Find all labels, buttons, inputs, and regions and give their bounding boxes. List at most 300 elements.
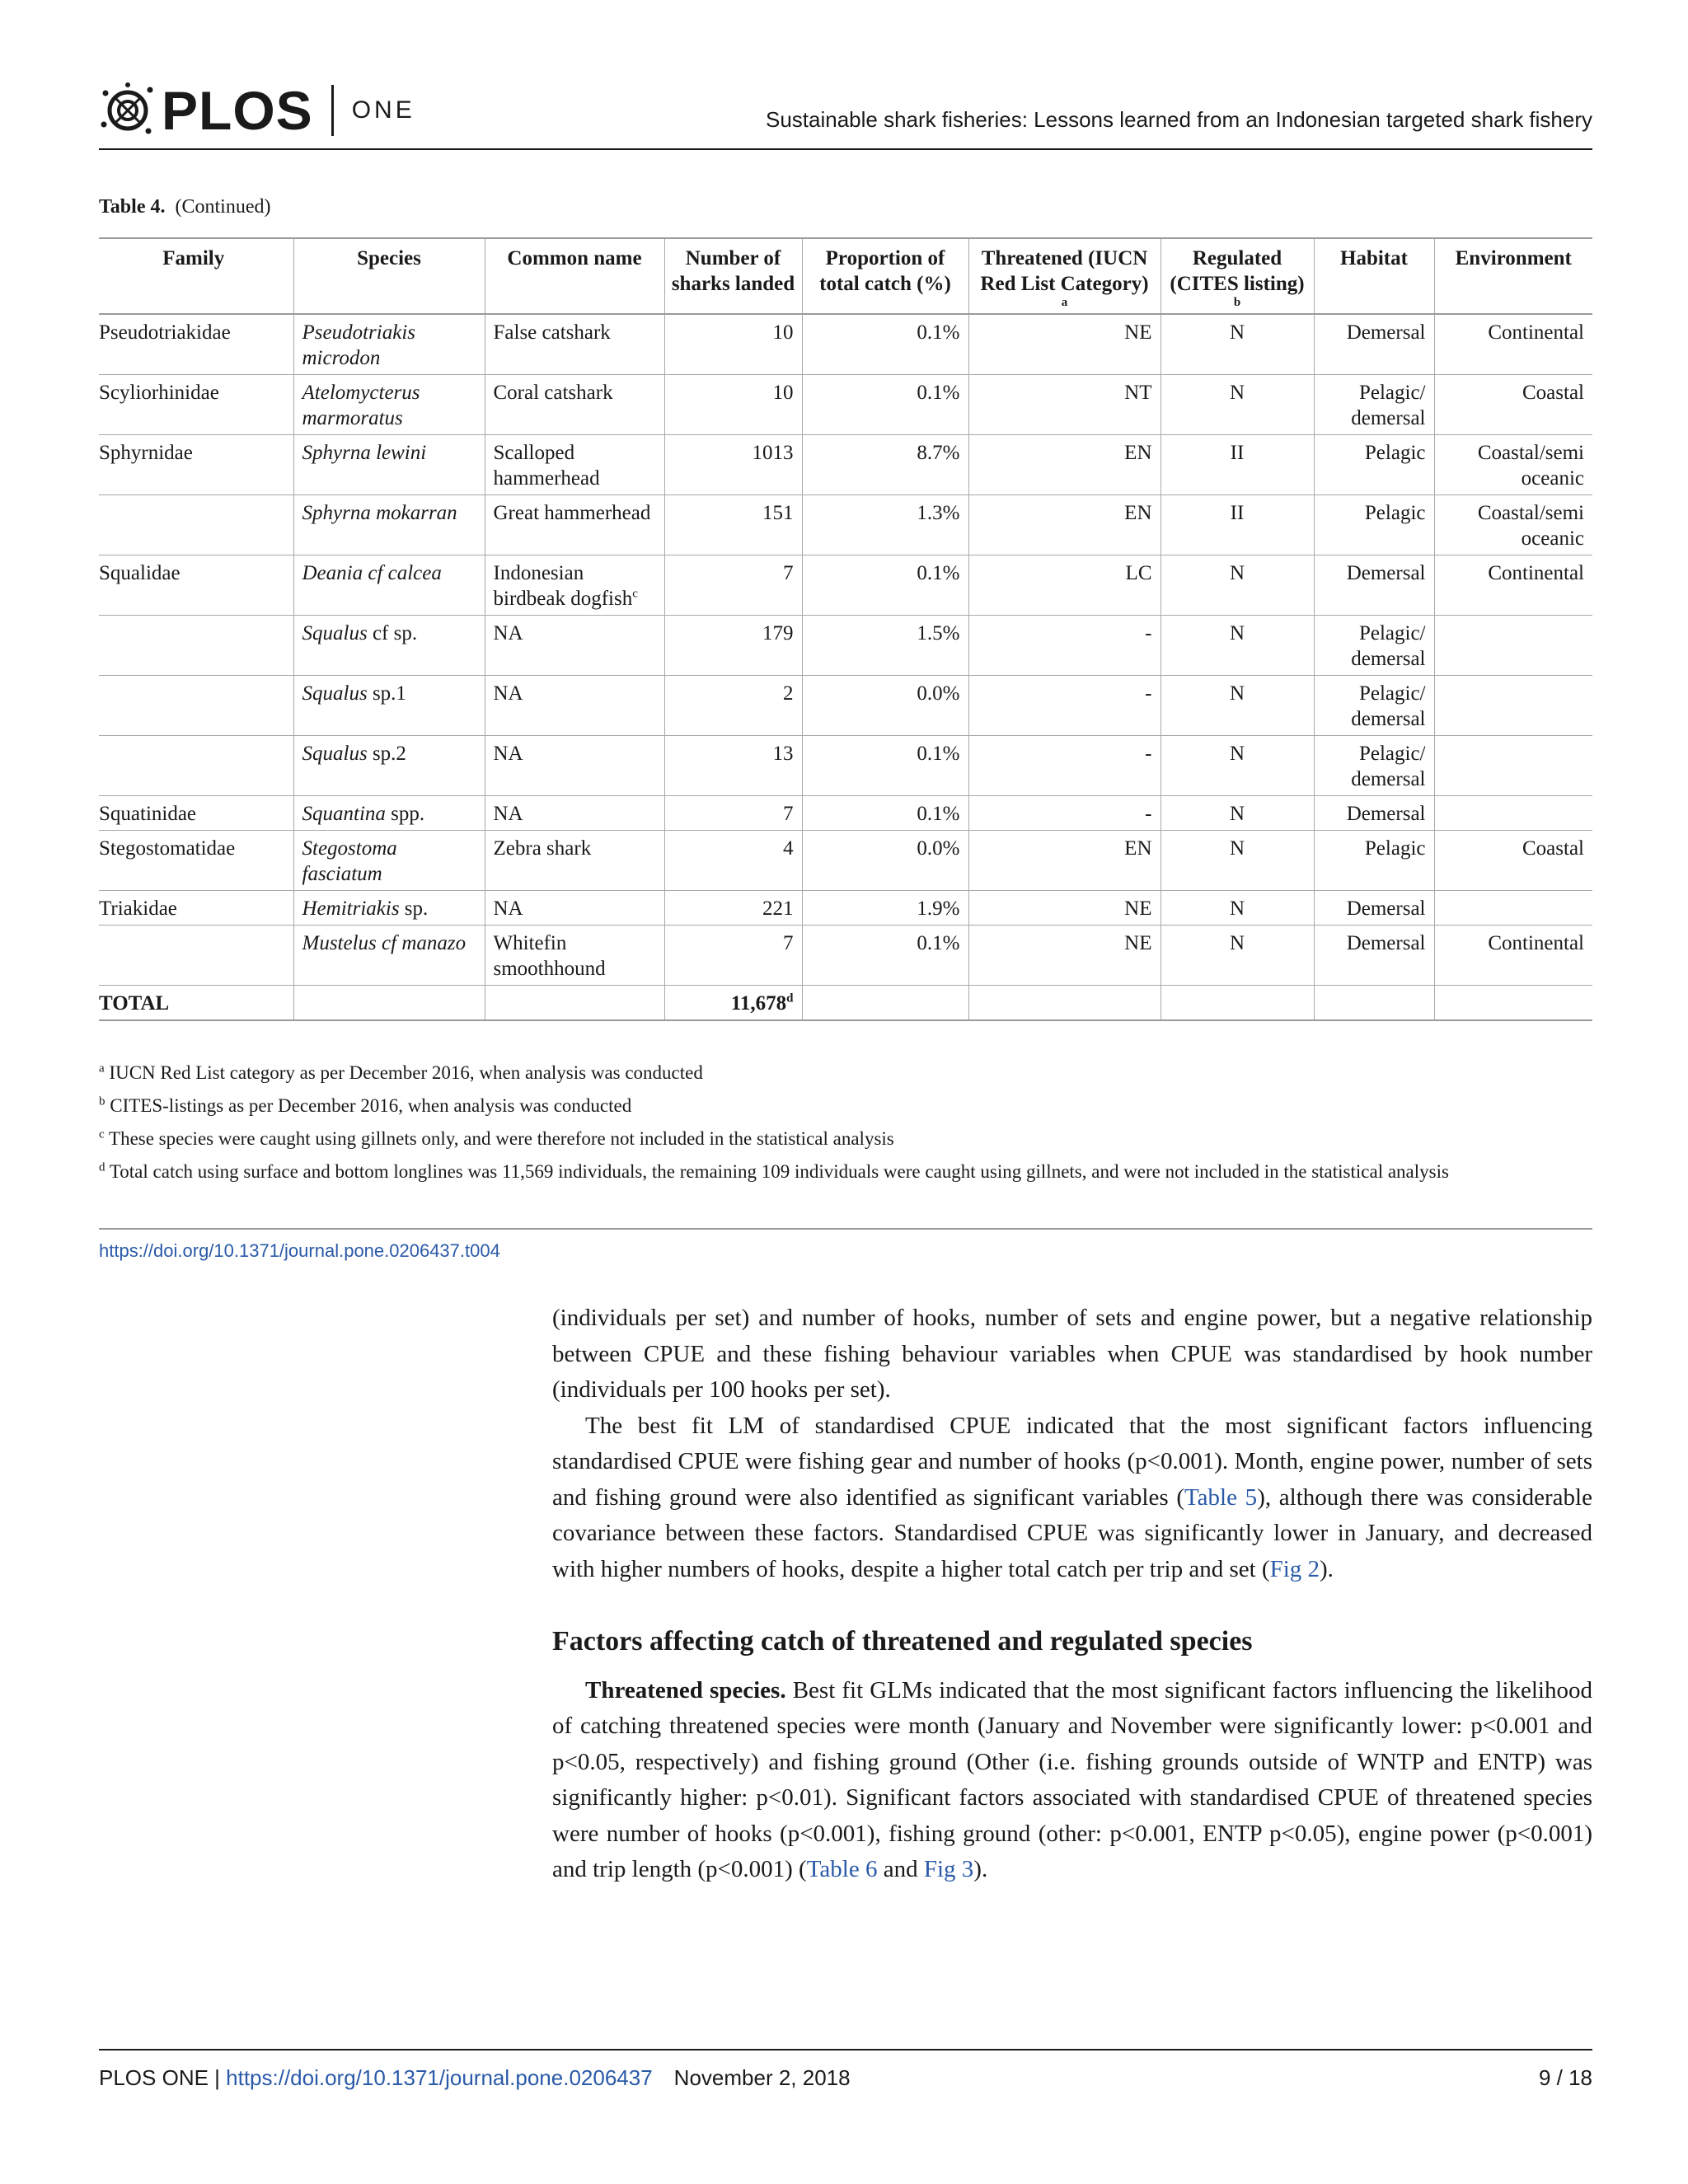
col-header-threatened-text: Threatened (IUCN Red List Category): [980, 247, 1149, 295]
habitat-text: Demersal: [1346, 932, 1426, 954]
footnote: [99, 1122, 1592, 1155]
threatened-text: -: [1145, 622, 1152, 644]
cell-habitat: [1314, 796, 1434, 831]
cell-regulated: [1160, 435, 1314, 495]
species-name: Squantina: [302, 803, 386, 825]
cell-species: [293, 495, 485, 555]
cell-environment: [1434, 495, 1592, 555]
run-in-heading: Threatened species.: [585, 1676, 786, 1704]
regulated-text: N: [1229, 562, 1245, 584]
threatened-text: LC: [1125, 562, 1152, 584]
cell-family: [99, 736, 293, 796]
cell-family: [99, 616, 293, 676]
species-name: Deania cf calcea: [302, 562, 442, 584]
habitat-text: Pelagic: [1364, 442, 1426, 464]
fig-3-link[interactable]: Fig 3: [923, 1856, 974, 1882]
cell-threatened: [968, 314, 1160, 375]
table-5-link[interactable]: Table 5: [1184, 1483, 1258, 1511]
environment-text: Coastal: [1522, 837, 1584, 860]
table-row: [99, 314, 1592, 375]
regulated-text: N: [1229, 932, 1245, 954]
common-name-text: Zebra shark: [493, 837, 592, 860]
table-continued: (Continued): [175, 196, 271, 218]
table-row: [99, 891, 1592, 926]
section-heading: Factors affecting catch of threatened and regulated species: [552, 1626, 1253, 1657]
cell-environment: [1434, 736, 1592, 796]
number-landed-text: 2: [783, 682, 794, 705]
cell-habitat: [1314, 891, 1434, 926]
cell-common-name: [485, 495, 664, 555]
cell-habitat: [1314, 616, 1434, 676]
species-suffix: sp.1: [367, 682, 406, 705]
header-rule: [99, 148, 1592, 150]
cell-environment: [1434, 926, 1592, 986]
species-suffix: spp.: [385, 803, 425, 825]
footnote: [99, 1155, 1592, 1188]
cell-regulated: [1160, 796, 1314, 831]
cell-family: [99, 796, 293, 831]
paragraph: [552, 1408, 1592, 1588]
cell-regulated: [1160, 891, 1314, 926]
cell-threatened: [968, 831, 1160, 891]
total-empty: [802, 986, 968, 1021]
footnote-text: Total catch using surface and bottom longlines was 11,569 individuals, the remaining 109 individuals were caught using gillnets, and were not included in the statistical analysis: [109, 1161, 1449, 1182]
paragraph-text: ).: [1320, 1555, 1334, 1582]
cell-family: [99, 435, 293, 495]
total-empty: [968, 986, 1160, 1021]
cell-species: [293, 891, 485, 926]
cell-threatened: [968, 926, 1160, 986]
threatened-text: NE: [1124, 932, 1152, 954]
proportion-text: 0.0%: [917, 837, 960, 860]
cell-environment: [1434, 796, 1592, 831]
cell-habitat: [1314, 831, 1434, 891]
number-landed-text: 1013: [752, 442, 794, 464]
paragraph: (individuals per set) and number of hooks, number of sets and engine power, but a negative relationship between CPUE and these fishing behaviour variables when CPUE was standardised by hook number (individuals per 100 hooks per set).: [552, 1305, 1592, 1403]
table-row: [99, 926, 1592, 986]
proportion-text: 0.1%: [917, 743, 960, 765]
footer-citation: [99, 2065, 851, 2091]
cell-species: [293, 314, 485, 375]
total-empty: [293, 986, 485, 1021]
cell-threatened: [968, 555, 1160, 616]
habitat-text: Pelagic/ demersal: [1351, 382, 1426, 429]
footer-date: November 2, 2018: [673, 2065, 851, 2090]
logo-subtitle: ONE: [351, 96, 415, 124]
table-body: [99, 314, 1592, 986]
cell-family: [99, 831, 293, 891]
cell-threatened: [968, 891, 1160, 926]
footnote-mark: a: [99, 1062, 105, 1076]
number-landed-text: 10: [772, 382, 794, 404]
total-number-cell: [664, 986, 802, 1021]
footnote-mark: d: [99, 1160, 106, 1174]
cell-proportion: [802, 314, 968, 375]
habitat-text: Pelagic: [1364, 837, 1426, 860]
proportion-text: 0.1%: [917, 803, 960, 825]
col-header-family: Family: [99, 238, 293, 314]
cell-common-name: [485, 926, 664, 986]
col-header-number-landed: Number of sharks landed: [664, 238, 802, 314]
cell-regulated: [1160, 616, 1314, 676]
number-landed-text: 7: [783, 803, 794, 825]
cell-habitat: [1314, 676, 1434, 736]
cell-number-landed: [664, 616, 802, 676]
page-number: 9 / 18: [1538, 2065, 1592, 2090]
number-landed-text: 7: [783, 932, 794, 954]
cell-threatened: [968, 736, 1160, 796]
cell-proportion: [802, 831, 968, 891]
threatened-text: EN: [1124, 442, 1152, 464]
table-row: [99, 375, 1592, 435]
regulated-text: II: [1230, 502, 1245, 524]
cell-number-landed: [664, 435, 802, 495]
cell-number-landed: [664, 375, 802, 435]
regulated-text: N: [1229, 803, 1245, 825]
proportion-text: 8.7%: [917, 442, 960, 464]
plos-logo-icon: [99, 82, 157, 139]
regulated-text: N: [1229, 743, 1245, 765]
col-header-regulated-note: b: [1233, 296, 1241, 309]
paragraph-text: ).: [973, 1856, 988, 1882]
threatened-text: NE: [1124, 321, 1152, 344]
table-caption: [99, 196, 270, 218]
running-title: Sustainable shark fisheries: Lessons learned from an Indonesian targeted shark fishery: [765, 107, 1592, 132]
cell-family: [99, 676, 293, 736]
table-row: [99, 831, 1592, 891]
environment-text: Coastal: [1522, 382, 1584, 404]
species-table: [99, 237, 1592, 1021]
cell-common-name: [485, 375, 664, 435]
proportion-text: 0.1%: [917, 321, 960, 344]
table-row: [99, 676, 1592, 736]
cell-number-landed: [664, 796, 802, 831]
habitat-text: Demersal: [1346, 803, 1426, 825]
family-text: Squatinidae: [99, 803, 197, 825]
footnote-text: IUCN Red List category as per December 2016, when analysis was conducted: [109, 1062, 703, 1083]
number-landed-text: 13: [772, 743, 794, 765]
cell-proportion: [802, 495, 968, 555]
proportion-text: 0.1%: [917, 562, 960, 584]
species-name: Sphyrna mokarran: [302, 502, 457, 524]
species-name: Stegostoma fasciatum: [302, 837, 397, 885]
footer-separator: |: [208, 2065, 227, 2090]
cell-common-name: [485, 435, 664, 495]
total-label: TOTAL: [99, 986, 293, 1021]
cell-environment: [1434, 555, 1592, 616]
species-name: Squalus: [302, 622, 368, 644]
cell-habitat: [1314, 555, 1434, 616]
cell-environment: [1434, 676, 1592, 736]
cell-family: [99, 314, 293, 375]
number-landed-text: 179: [762, 622, 794, 644]
common-name-text: Whitefin smoothhound: [493, 932, 606, 980]
cell-common-name: [485, 314, 664, 375]
common-name-text: False catshark: [493, 321, 611, 344]
cell-number-landed: [664, 891, 802, 926]
species-name: Sphyrna lewini: [302, 442, 427, 464]
footer-rule: [99, 2049, 1592, 2050]
footnote-mark: c: [99, 1127, 105, 1141]
cell-environment: [1434, 831, 1592, 891]
species-name: Squalus: [302, 743, 368, 765]
cell-species: [293, 435, 485, 495]
cell-regulated: [1160, 314, 1314, 375]
cell-species: [293, 375, 485, 435]
family-text: Pseudotriakidae: [99, 321, 231, 344]
number-landed-text: 221: [762, 898, 794, 920]
cell-regulated: [1160, 555, 1314, 616]
common-name-note: c: [632, 587, 638, 601]
family-text: Squalidae: [99, 562, 181, 584]
proportion-text: 1.5%: [917, 622, 960, 644]
logo-divider: [331, 85, 334, 136]
col-header-proportion: Proportion of total catch (%): [802, 238, 968, 314]
footnote-rule: [99, 1228, 1592, 1230]
cell-common-name: [485, 796, 664, 831]
cell-regulated: [1160, 676, 1314, 736]
total-empty: [1314, 986, 1434, 1021]
cell-habitat: [1314, 495, 1434, 555]
cell-species: [293, 926, 485, 986]
common-name-text: NA: [493, 622, 523, 644]
species-suffix: sp.: [399, 898, 429, 920]
cell-number-landed: [664, 926, 802, 986]
cell-common-name: [485, 676, 664, 736]
cell-environment: [1434, 375, 1592, 435]
common-name-text: Indonesian birdbeak dogfish: [493, 562, 633, 610]
total-note: d: [786, 991, 794, 1005]
common-name-text: Great hammerhead: [493, 502, 651, 524]
threatened-text: -: [1145, 803, 1152, 825]
footer-journal: PLOS ONE: [99, 2065, 209, 2090]
proportion-text: 0.0%: [917, 682, 960, 705]
species-name: Atelomycterus marmoratus: [302, 382, 420, 429]
cell-species: [293, 676, 485, 736]
proportion-text: 0.1%: [917, 382, 960, 404]
environment-text: Coastal/semi oceanic: [1477, 502, 1584, 550]
proportion-text: 0.1%: [917, 932, 960, 954]
species-suffix: sp.2: [367, 743, 406, 765]
habitat-text: Pelagic/ demersal: [1351, 622, 1426, 670]
threatened-text: -: [1145, 682, 1152, 705]
cell-common-name: [485, 616, 664, 676]
cell-common-name: [485, 555, 664, 616]
common-name-text: NA: [493, 682, 523, 705]
environment-text: Continental: [1488, 562, 1584, 584]
cell-family: [99, 495, 293, 555]
cell-regulated: [1160, 495, 1314, 555]
family-text: Sphyrnidae: [99, 442, 193, 464]
regulated-text: N: [1229, 622, 1245, 644]
number-landed-text: 10: [772, 321, 794, 344]
total-empty: [485, 986, 664, 1021]
footnote: [99, 1090, 1592, 1122]
logo-text: PLOS: [162, 80, 313, 141]
cell-species: [293, 555, 485, 616]
cell-number-landed: [664, 555, 802, 616]
habitat-text: Demersal: [1346, 898, 1426, 920]
table-row: [99, 495, 1592, 555]
col-header-environment: Environment: [1434, 238, 1592, 314]
species-name: Mustelus cf manazo: [302, 932, 467, 954]
paragraph-text: Best fit GLMs indicated that the most significant factors influencing the likelihood of catching threatened species were month (January and November were significantly lower: p<0.001 and p<0.05, respectively) and fishing ground (Other (i.e. fishing grounds outside of WNTP and ENTP) was significantly higher: p<0.01). Significant factors associated with standardised CPUE of threatened species were number of hooks (p<0.001), fishing ground (other: p<0.001, ENTP p<0.05), engine power (p<0.001) and trip length (p<0.001) (: [552, 1676, 1592, 1882]
table-6-link[interactable]: Table 6: [806, 1856, 878, 1882]
cell-number-landed: [664, 676, 802, 736]
col-header-threatened: [968, 238, 1160, 314]
cell-family: [99, 375, 293, 435]
proportion-text: 1.3%: [917, 502, 960, 524]
cell-number-landed: [664, 831, 802, 891]
cell-family: [99, 555, 293, 616]
paragraph: [552, 1673, 1592, 1888]
cell-regulated: [1160, 736, 1314, 796]
table-label: Table 4.: [99, 196, 166, 218]
cell-regulated: [1160, 375, 1314, 435]
environment-text: Coastal/semi oceanic: [1477, 442, 1584, 490]
species-name: Pseudotriakis microdon: [302, 321, 415, 369]
cell-habitat: [1314, 375, 1434, 435]
threatened-text: NT: [1124, 382, 1152, 404]
regulated-text: N: [1229, 321, 1245, 344]
cell-common-name: [485, 831, 664, 891]
cell-number-landed: [664, 495, 802, 555]
cell-environment: [1434, 435, 1592, 495]
regulated-text: II: [1230, 442, 1245, 464]
cell-threatened: [968, 616, 1160, 676]
cell-proportion: [802, 375, 968, 435]
number-landed-text: 7: [783, 562, 794, 584]
table-row: [99, 435, 1592, 495]
species-name: Hemitriakis: [302, 898, 400, 920]
cell-number-landed: [664, 314, 802, 375]
common-name-text: NA: [493, 803, 523, 825]
cell-threatened: [968, 796, 1160, 831]
paragraph-text: and: [877, 1856, 924, 1882]
col-header-habitat: Habitat: [1314, 238, 1434, 314]
table-doi-link[interactable]: https://doi.org/10.1371/journal.pone.0206437.t004: [99, 1240, 500, 1261]
table-header-row: [99, 238, 1592, 314]
family-text: Scyliorhinidae: [99, 382, 219, 404]
regulated-text: N: [1229, 837, 1245, 860]
cell-proportion: [802, 891, 968, 926]
cell-proportion: [802, 926, 968, 986]
cell-number-landed: [664, 736, 802, 796]
environment-text: Continental: [1488, 321, 1584, 344]
environment-text: Continental: [1488, 932, 1584, 954]
table-row: [99, 555, 1592, 616]
footnote-text: CITES-listings as per December 2016, when analysis was conducted: [110, 1095, 632, 1116]
threatened-text: EN: [1124, 837, 1152, 860]
number-landed-text: 4: [783, 837, 794, 860]
cell-family: [99, 926, 293, 986]
cell-species: [293, 796, 485, 831]
total-empty: [1434, 986, 1592, 1021]
cell-species: [293, 736, 485, 796]
cell-habitat: [1314, 435, 1434, 495]
family-text: Triakidae: [99, 898, 177, 920]
habitat-text: Demersal: [1346, 321, 1426, 344]
table-row: [99, 736, 1592, 796]
cell-proportion: [802, 555, 968, 616]
regulated-text: N: [1229, 682, 1245, 705]
cell-proportion: [802, 736, 968, 796]
paragraph-text: The best fit LM of standardised CPUE indicated that the most significant factors influencing standardised CPUE were fishing gear and number of hooks (p<0.001). Month, engine power, number of sets and fishing ground were also identified as significant variables (: [552, 1412, 1592, 1511]
table-container: [99, 237, 1592, 1021]
common-name-text: NA: [493, 743, 523, 765]
habitat-text: Pelagic/ demersal: [1351, 743, 1426, 790]
regulated-text: N: [1229, 898, 1245, 920]
total-empty: [1160, 986, 1314, 1021]
habitat-text: Demersal: [1346, 562, 1426, 584]
habitat-text: Pelagic: [1364, 502, 1426, 524]
plos-logo: [99, 79, 415, 142]
cell-proportion: [802, 435, 968, 495]
col-header-species: Species: [293, 238, 485, 314]
common-name-text: Scalloped hammerhead: [493, 442, 600, 490]
cell-environment: [1434, 314, 1592, 375]
cell-proportion: [802, 796, 968, 831]
cell-threatened: [968, 435, 1160, 495]
footnote: [99, 1057, 1592, 1090]
table-row: [99, 796, 1592, 831]
number-landed-text: 151: [762, 502, 794, 524]
species-suffix: cf sp.: [367, 622, 418, 644]
footnote-text: These species were caught using gillnets only, and were therefore not included in the statistical analysis: [109, 1128, 894, 1149]
cell-species: [293, 616, 485, 676]
cell-environment: [1434, 891, 1592, 926]
cell-common-name: [485, 736, 664, 796]
col-header-common-name: Common name: [485, 238, 664, 314]
cell-proportion: [802, 616, 968, 676]
table-row: [99, 616, 1592, 676]
cell-habitat: [1314, 736, 1434, 796]
col-header-threatened-note: a: [1061, 296, 1068, 309]
threatened-text: -: [1145, 743, 1152, 765]
cell-threatened: [968, 495, 1160, 555]
cell-species: [293, 831, 485, 891]
total-number: 11,678: [730, 992, 787, 1015]
threatened-text: EN: [1124, 502, 1152, 524]
threatened-text: NE: [1124, 898, 1152, 920]
common-name-text: Coral catshark: [493, 382, 613, 404]
cell-regulated: [1160, 831, 1314, 891]
cell-common-name: [485, 891, 664, 926]
col-header-regulated: [1160, 238, 1314, 314]
species-name: Squalus: [302, 682, 368, 705]
habitat-text: Pelagic/ demersal: [1351, 682, 1426, 730]
cell-family: [99, 891, 293, 926]
table-total-row: [99, 986, 1592, 1021]
cell-threatened: [968, 676, 1160, 736]
footnote-mark: b: [99, 1094, 106, 1108]
table-footnotes: [99, 1057, 1592, 1188]
family-text: Stegostomatidae: [99, 837, 236, 860]
cell-habitat: [1314, 926, 1434, 986]
footer-doi-link[interactable]: https://doi.org/10.1371/journal.pone.0206437: [226, 2065, 653, 2090]
paragraph-text: ), although there was considerable covariance between these factors. Standardised CPUE was significantly lower in January, and decreased with higher numbers of hooks, despite a higher total catch per trip and set (: [552, 1483, 1592, 1582]
page-header: [99, 76, 1592, 152]
proportion-text: 1.9%: [917, 898, 960, 920]
cell-habitat: [1314, 314, 1434, 375]
fig-2-link[interactable]: Fig 2: [1269, 1555, 1320, 1582]
regulated-text: N: [1229, 382, 1245, 404]
common-name-text: NA: [493, 898, 523, 920]
cell-regulated: [1160, 926, 1314, 986]
cell-proportion: [802, 676, 968, 736]
cell-threatened: [968, 375, 1160, 435]
col-header-regulated-text: Regulated (CITES listing): [1170, 247, 1305, 295]
